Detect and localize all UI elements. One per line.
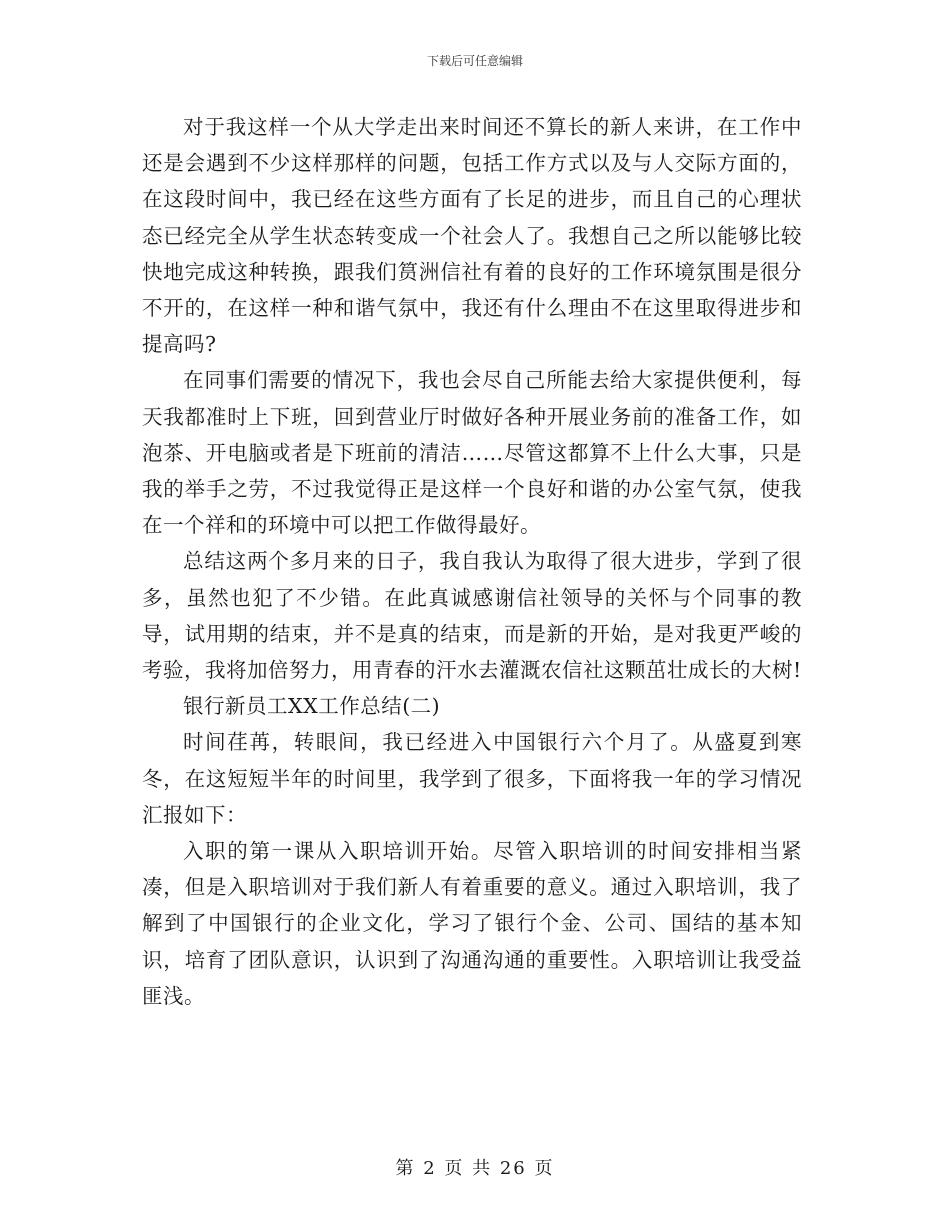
paragraph: 对于我这样一个从大学走出来时间还不算长的新人来讲，在工作中还是会遇到不少这样那样的问题，包括工作方式以及与人交际方面的，在这段时间中，我已经在这些方面有了长足的进步，而且自己的心理状态已经完全从学生状态转变成一个社会人了。我想自己之所以能够比较快地完成这种转换，跟我们筼洲信社有着的良好的工作环境氛围是很分不开的，在这样一种和谐气氛中，我还有什么理由不在这里取得进步和提高吗? (142, 115, 802, 357)
section-subtitle: 银行新员工XX工作总结(二) (183, 694, 441, 719)
paragraph: 在同事们需要的情况下，我也会尽自己所能去给大家提供便利，每天我都准时上下班，回到营业厅时做好各种开展业务前的准备工作，如泡茶、开电脑或者是下班前的清洁……尽管这都算不上什么大事，只是我的举手之劳，不过我觉得正是这样一个良好和谐的办公室气氛，使我在一个祥和的环境中可以把工作做得最好。 (142, 368, 802, 538)
document-body (142, 109, 802, 1014)
page-number: 第 2 页 共 26 页 (395, 1158, 555, 1179)
paragraph: 入职的第一课从入职培训开始。尽管入职培训的时间安排相当紧凑，但是入职培训对于我们新人有着重要的意义。通过入职培训，我了解到了中国银行的企业文化，学习了银行个金、公司、国结的基本知识，培育了团队意识，认识到了沟通沟通的重要性。入职培训让我受益匪浅。 (142, 839, 802, 1008)
paragraph: 总结这两个多月来的日子，我自我认为取得了很大进步，学到了很多，虽然也犯了不少错。在此真诚感谢信社领导的关怀与个同事的教导，试用期的结束，并不是真的结束，而是新的开始，是对我更严峻的考验，我将加倍努力，用青春的汗水去灌溉农信社这颗茁壮成长的大树! (142, 549, 802, 683)
paragraph: 时间荏苒，转眼间，我已经进入中国银行六个月了。从盛夏到寒冬，在这短短半年的时间里，我学到了很多，下面将我一年的学习情况汇报如下： (142, 730, 802, 827)
page-header: 下载后可任意编辑 (426, 54, 523, 68)
